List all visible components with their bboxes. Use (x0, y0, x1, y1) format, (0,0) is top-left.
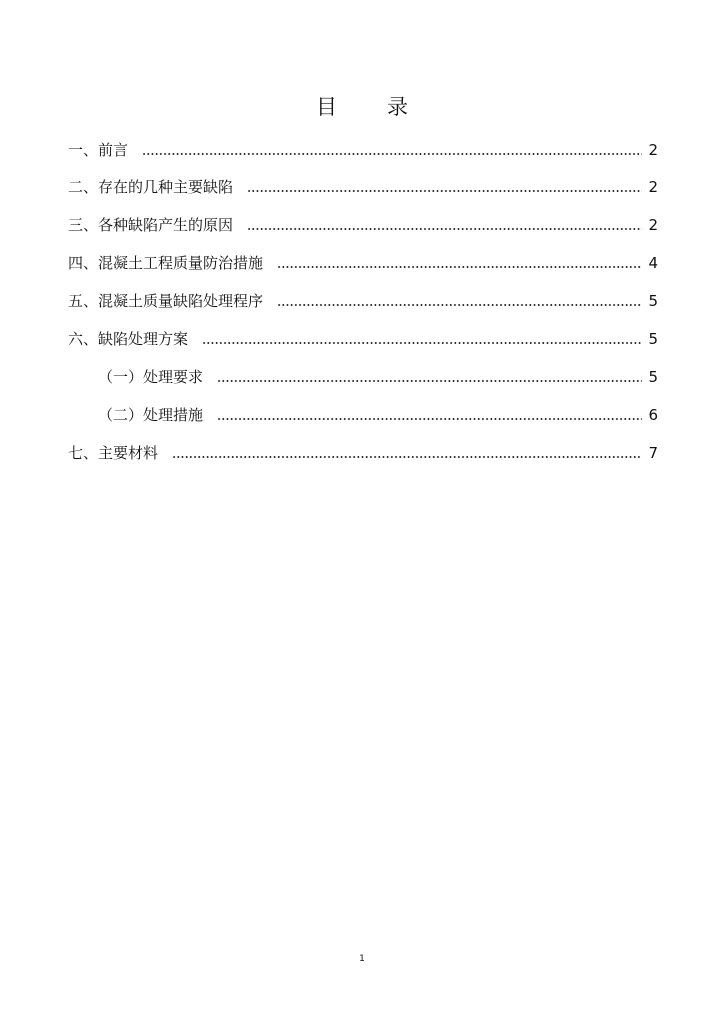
dot-leader (202, 329, 642, 349)
dot-leader (247, 177, 642, 197)
toc-subentry[interactable] (98, 405, 658, 425)
toc-entry-page: 5 (648, 292, 658, 310)
toc-entry[interactable] (68, 253, 658, 273)
dot-leader (277, 253, 642, 273)
toc-entry-page: 5 (648, 368, 658, 386)
toc-title-char-1: 目 (316, 95, 337, 119)
dot-leader (172, 443, 642, 463)
toc-entry-label: 七、主要材料 (68, 444, 159, 462)
toc-entry-label: 二、存在的几种主要缺陷 (68, 178, 234, 196)
toc-entry-label: 四、混凝土工程质量防治措施 (68, 254, 264, 272)
dot-leader (217, 405, 642, 425)
toc-entry-page: 2 (648, 216, 658, 234)
toc-entry-label: （一）处理要求 (98, 368, 204, 386)
toc-entry-page: 2 (648, 178, 658, 196)
toc-entry[interactable] (68, 329, 658, 349)
dot-leader (247, 215, 642, 235)
toc-entry[interactable] (68, 177, 658, 197)
toc-entry-page: 2 (648, 141, 658, 159)
dot-leader (142, 140, 642, 160)
toc-entry[interactable] (68, 215, 658, 235)
toc-entry-label: 五、混凝土质量缺陷处理程序 (68, 292, 264, 310)
dot-leader (277, 291, 642, 311)
toc-entry-label: 三、各种缺陷产生的原因 (68, 216, 234, 234)
toc-entry-label: 一、前言 (68, 141, 129, 159)
toc-title-char-2: 录 (387, 95, 408, 119)
dot-leader (217, 367, 642, 387)
toc-entry[interactable] (68, 291, 658, 311)
toc-entry-page: 7 (648, 444, 658, 462)
toc-entry[interactable] (68, 443, 658, 463)
toc-entry-page: 4 (648, 254, 658, 272)
toc-entry-page: 6 (648, 406, 658, 424)
toc-entry[interactable] (68, 140, 658, 160)
toc-entry-label: 六、缺陷处理方案 (68, 330, 189, 348)
toc-entry-page: 5 (648, 330, 658, 348)
page-number: 1 (359, 954, 365, 964)
toc-subentry[interactable] (98, 367, 658, 387)
toc-entry-label: （二）处理措施 (98, 406, 204, 424)
